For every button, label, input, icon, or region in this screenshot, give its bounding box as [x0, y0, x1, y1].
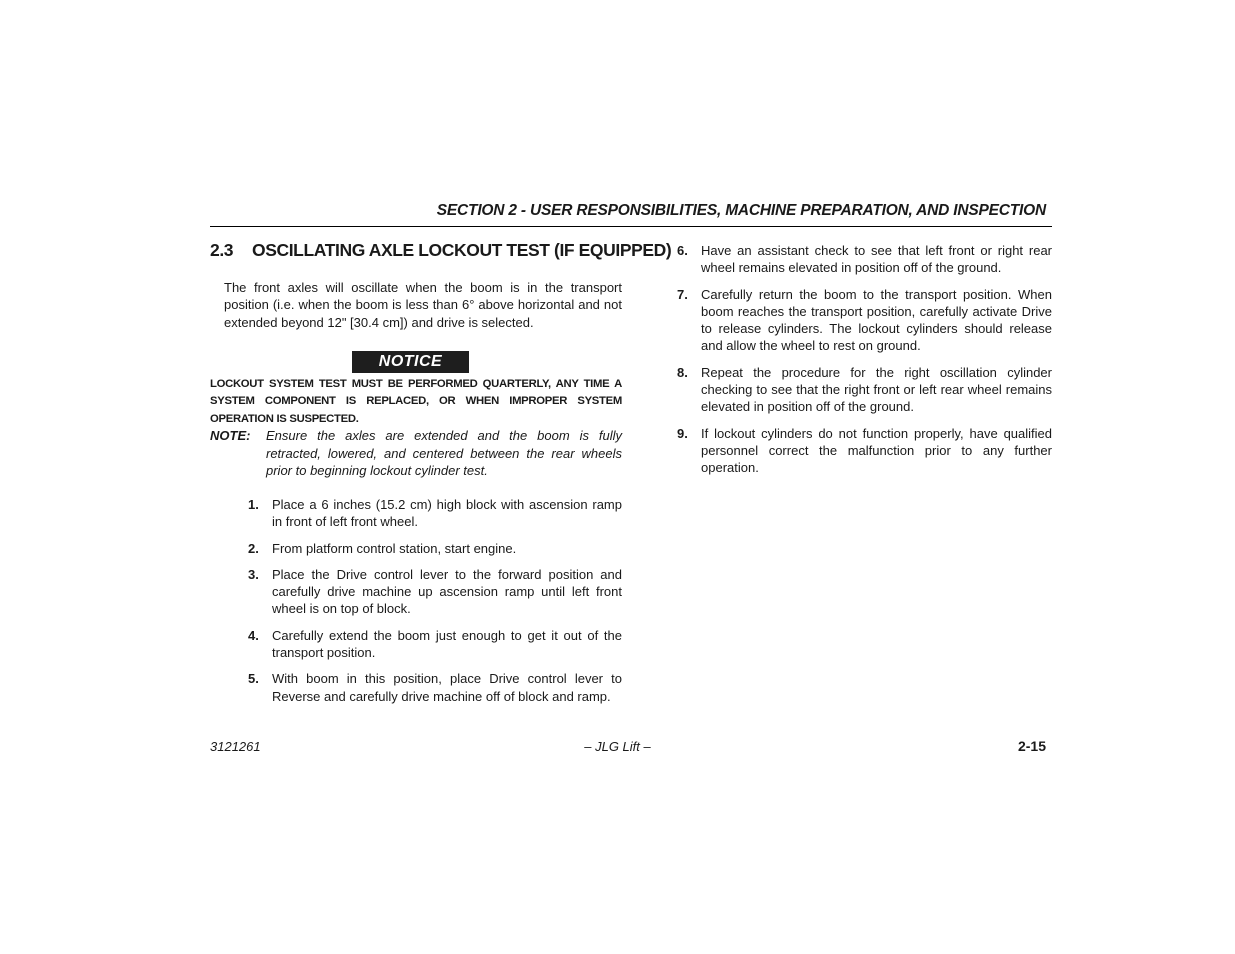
list-item	[248, 670, 622, 705]
list-item	[677, 286, 1052, 355]
list-item	[677, 242, 1052, 277]
footer-page-number: 2-15	[1017, 738, 1046, 754]
steps-list-left	[248, 496, 622, 714]
step-number: 7.	[677, 286, 688, 302]
step-number: 9.	[677, 425, 688, 441]
step-text: Have an assistant check to see that left front or right rear wheel remains elevated in position off of the ground.	[701, 243, 1052, 276]
footer-center-text: – JLG Lift –	[584, 739, 651, 754]
step-number: 8.	[677, 364, 688, 380]
list-item	[248, 496, 622, 531]
list-item	[677, 364, 1052, 416]
footer-doc-number: 3121261	[210, 739, 261, 754]
step-number: 6.	[677, 243, 688, 258]
step-text: With boom in this position, place Drive control lever to Reverse and carefully drive machine off of block and ramp.	[272, 671, 622, 704]
list-item	[677, 425, 1052, 477]
list-item	[248, 566, 622, 618]
list-item	[248, 627, 622, 662]
list-item	[248, 540, 622, 557]
step-text: Carefully return the boom to the transport position. When boom reaches the transport position, carefully activate Drive to release cylinders. The lockout cylinders should release and allow the wheel to rest on ground.	[701, 286, 1052, 354]
page-header	[210, 202, 1052, 227]
step-number: 5.	[248, 671, 259, 687]
step-text: Repeat the procedure for the right oscillation cylinder checking to see that the right front or left rear wheel remains elevated in position off of the ground.	[701, 364, 1052, 415]
steps-list-right	[677, 242, 1052, 486]
section-heading	[210, 240, 671, 261]
section-number: 2.3	[210, 240, 234, 260]
section-title: OSCILLATING AXLE LOCKOUT TEST (IF EQUIPPED)	[252, 240, 672, 260]
step-number: 1.	[248, 497, 259, 512]
step-text: Carefully extend the boom just enough to get it out of the transport position.	[272, 627, 622, 661]
notice-text: LOCKOUT SYSTEM TEST MUST BE PERFORMED QUARTERLY, ANY TIME A SYSTEM COMPONENT IS REPLACED, OR WHEN IMPROPER SYSTEM OPERATION IS SUSPECTED.	[210, 378, 622, 425]
note-block	[210, 427, 622, 480]
step-text: Place a 6 inches (15.2 cm) high block with ascension ramp in front of left front wheel.	[272, 497, 622, 530]
header-title: SECTION 2 - USER RESPONSIBILITIES, MACHINE PREPARATION, AND INSPECTION	[436, 202, 1046, 219]
step-number: 3.	[248, 566, 259, 582]
step-number: 4.	[248, 627, 259, 643]
intro-paragraph: The front axles will oscillate when the boom is in the transport position (i.e. when the boom is less than 6° above horizontal and not extended beyond 12" [30.4 cm]) and drive is selected.	[224, 280, 622, 330]
step-text: From platform control station, start engine.	[272, 540, 517, 556]
step-number: 2.	[248, 540, 259, 556]
step-text: Place the Drive control lever to the forward position and carefully drive machine up ascension ramp until left front wheel is on top of block.	[272, 566, 622, 617]
notice-badge: NOTICE	[352, 351, 469, 373]
step-text: If lockout cylinders do not function properly, have qualified personnel correct the malfunction prior to any further operation.	[701, 425, 1052, 476]
note-label: NOTE:	[210, 428, 251, 443]
note-text: Ensure the axles are extended and the boom is fully retracted, lowered, and centered between the rear wheels prior to beginning lockout cylinder test.	[266, 428, 622, 478]
